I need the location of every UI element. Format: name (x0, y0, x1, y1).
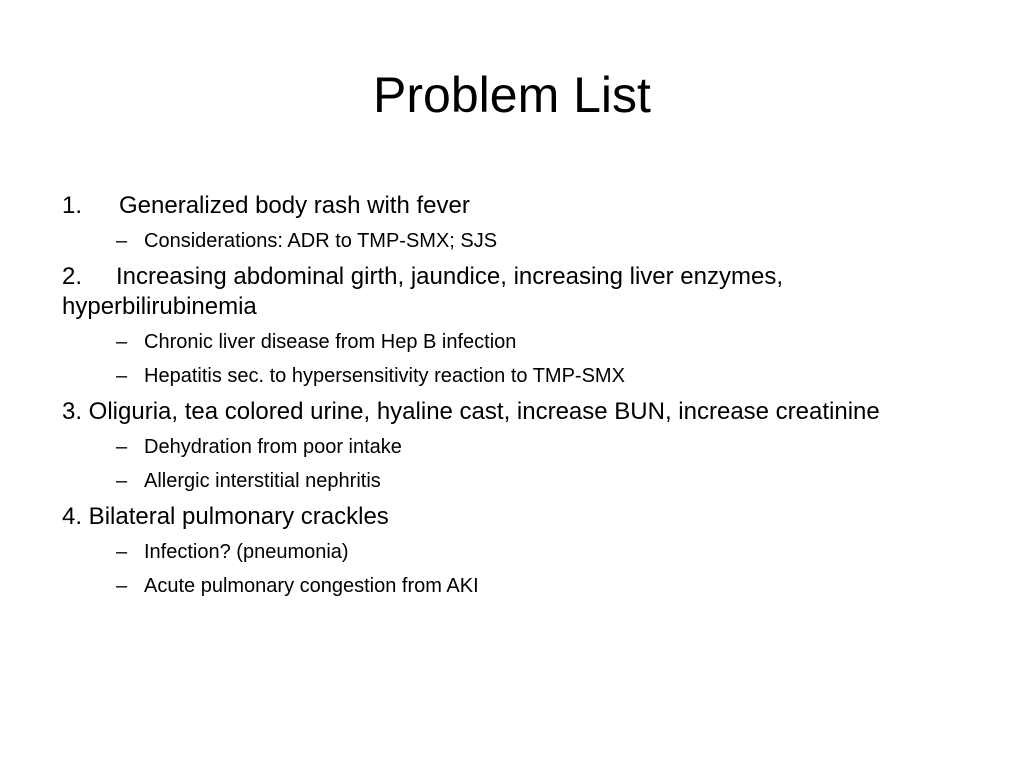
sub-item-text: Allergic interstitial nephritis (144, 470, 381, 492)
sub-item (62, 363, 962, 389)
dash-bullet: – (116, 436, 128, 458)
list-item (62, 397, 962, 427)
list-item (62, 191, 962, 221)
item-number: 1. (62, 192, 83, 219)
sub-item-text: Chronic liver disease from Hep B infection (144, 331, 517, 353)
list-item (62, 502, 962, 532)
slide-title: Problem List (373, 67, 651, 123)
item-number: 2. (62, 263, 83, 290)
item-text: Increasing abdominal girth, jaundice, increasing liver enzymes, hyperbilirubinemia (62, 263, 784, 320)
sub-item (62, 434, 962, 460)
list-item (62, 262, 962, 322)
sub-item (62, 573, 962, 599)
sub-item-text: Considerations: ADR to TMP-SMX; SJS (144, 230, 498, 252)
dash-bullet: – (116, 470, 128, 492)
sub-item-text: Acute pulmonary congestion from AKI (144, 575, 479, 597)
item-text: 4. Bilateral pulmonary crackles (62, 503, 389, 530)
dash-bullet: – (116, 331, 128, 353)
sub-item (62, 228, 962, 254)
dash-bullet: – (116, 230, 128, 252)
item-text: 3. Oliguria, tea colored urine, hyaline cast, increase BUN, increase creatinine (62, 398, 880, 425)
dash-bullet: – (116, 541, 128, 563)
dash-bullet: – (116, 575, 128, 597)
problem-list (62, 191, 962, 607)
sub-item-text: Infection? (pneumonia) (144, 541, 349, 563)
sub-item-text: Dehydration from poor intake (144, 436, 402, 458)
sub-item (62, 329, 962, 355)
dash-bullet: – (116, 365, 128, 387)
item-text: Generalized body rash with fever (119, 192, 470, 219)
sub-item (62, 468, 962, 494)
sub-item-text: Hepatitis sec. to hypersensitivity reaction to TMP-SMX (144, 365, 625, 387)
sub-item (62, 539, 962, 565)
